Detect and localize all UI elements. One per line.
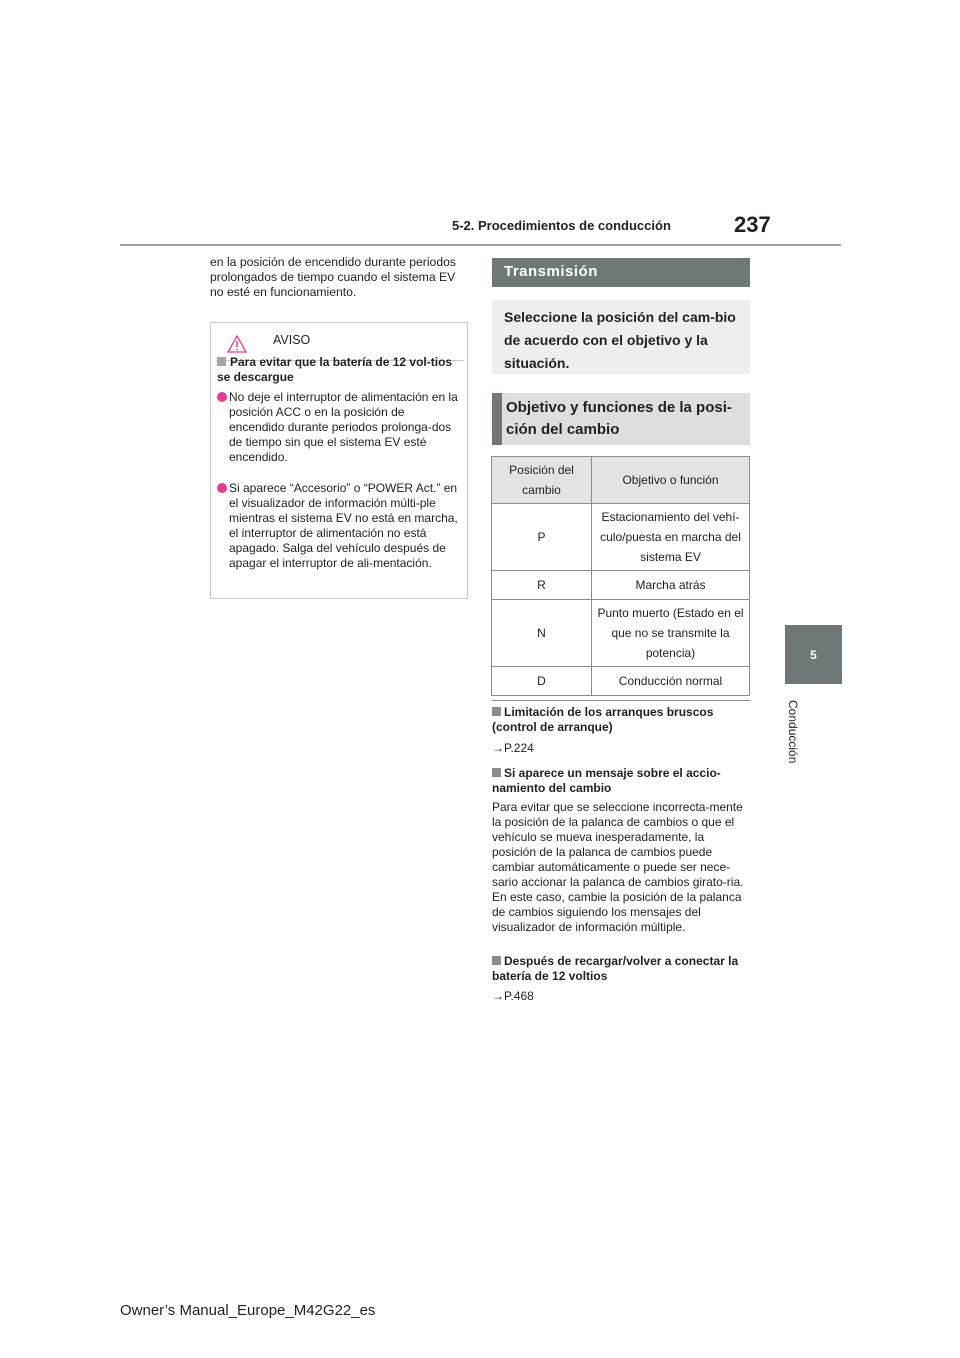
warning-header [211,331,467,355]
table-cell: N [492,600,592,667]
intro-text: en la posición de encendido durante periodos prolongados de tiempo cuando el sistema EV no esté en funcionamiento. [210,255,456,299]
warning-box [210,322,468,599]
header-divider [120,244,841,246]
note-heading-text: Si aparece un mensaje sobre el accio-namiento del cambio [492,766,721,795]
square-bullet-icon [492,707,501,716]
note-heading [492,766,750,796]
note-heading [492,705,750,735]
page-reference-link[interactable]: →P.224 [492,741,534,755]
note-heading [492,954,750,984]
note-heading-text: Después de recargar/volver a conectar la batería de 12 voltios [492,954,739,983]
gear-table [491,456,750,696]
table-cell: Conducción normal [592,667,750,696]
table-header: Objetivo o función [592,457,750,504]
table-cell: D [492,667,592,696]
table-cell: P [492,504,592,571]
warning-bullet [217,481,461,571]
subheading: Objetivo y funciones de la posi-ción del cambio [492,393,750,445]
table-cell: R [492,571,592,600]
square-bullet-icon [492,956,501,965]
bullet-dot-icon [217,483,227,493]
warning-bullet [217,390,461,465]
table-row [492,600,750,667]
note-body: Para evitar que se seleccione incorrecta-mente la posición de la palanca de cambios o que el vehículo se mueva inesperadamente, la posición de la palanca de cambios puede cambiar automáticamente o puede ser nece-sario accionar la palanca de cambios girato-ria. En este caso, cambie la posición de la palanca de cambios siguiendo los mensajes del visualizador de información múltiple. [492,800,744,934]
table-row [492,667,750,696]
page-reference-link[interactable]: →P.468 [492,989,534,1003]
notes-divider [492,700,750,701]
note-heading-text: Limitación de los arranques bruscos (control de arranque) [492,705,714,734]
square-bullet-icon [492,768,501,777]
table-header: Posición del cambio [492,457,592,504]
warning-subheading-text: Para evitar que la batería de 12 vol-tios se descargue [217,355,453,384]
section-band-title: Transmisión [492,258,750,287]
footer-manual-id: Owner’s Manual_Europe_M42G22_es [120,1302,376,1319]
section-title: 5-2. Procedimientos de conducción [452,218,671,233]
table-cell: Marcha atrás [592,571,750,600]
chapter-name: Conducción [786,700,800,764]
chapter-label [778,700,808,780]
table-row [492,571,750,600]
chapter-tab[interactable]: 5 [785,625,842,684]
table-cell: Estacionamiento del vehí-culo/puesta en marcha del sistema EV [592,504,750,571]
warning-label: AVISO [273,333,311,347]
square-bullet-icon [217,357,226,366]
lead-text: Seleccione la posición del cam-bio de acuerdo con el objetivo y la situación. [492,300,750,374]
page-number: 237 [734,212,771,237]
table-cell: Punto muerto (Estado en el que no se transmite la potencia) [592,600,750,667]
table-header-row [492,457,750,504]
warning-bullet-text: Si aparece “Accesorio” o “POWER Act.” en el visualizador de información múlti-ple mientras el sistema EV no está en marcha, el interruptor de alimentación no está apagado. Salga del vehículo después de apagar el interruptor de ali-mentación. [229,481,458,570]
table-row [492,504,750,571]
warning-triangle-icon [227,335,247,353]
bullet-dot-icon [217,392,227,402]
warning-bullet-text: No deje el interruptor de alimentación en la posición ACC o en la posición de encendido durante periodos prolonga-dos de tiempo sin que el sistema EV esté encendido. [229,390,458,464]
warning-subheading [217,355,461,385]
